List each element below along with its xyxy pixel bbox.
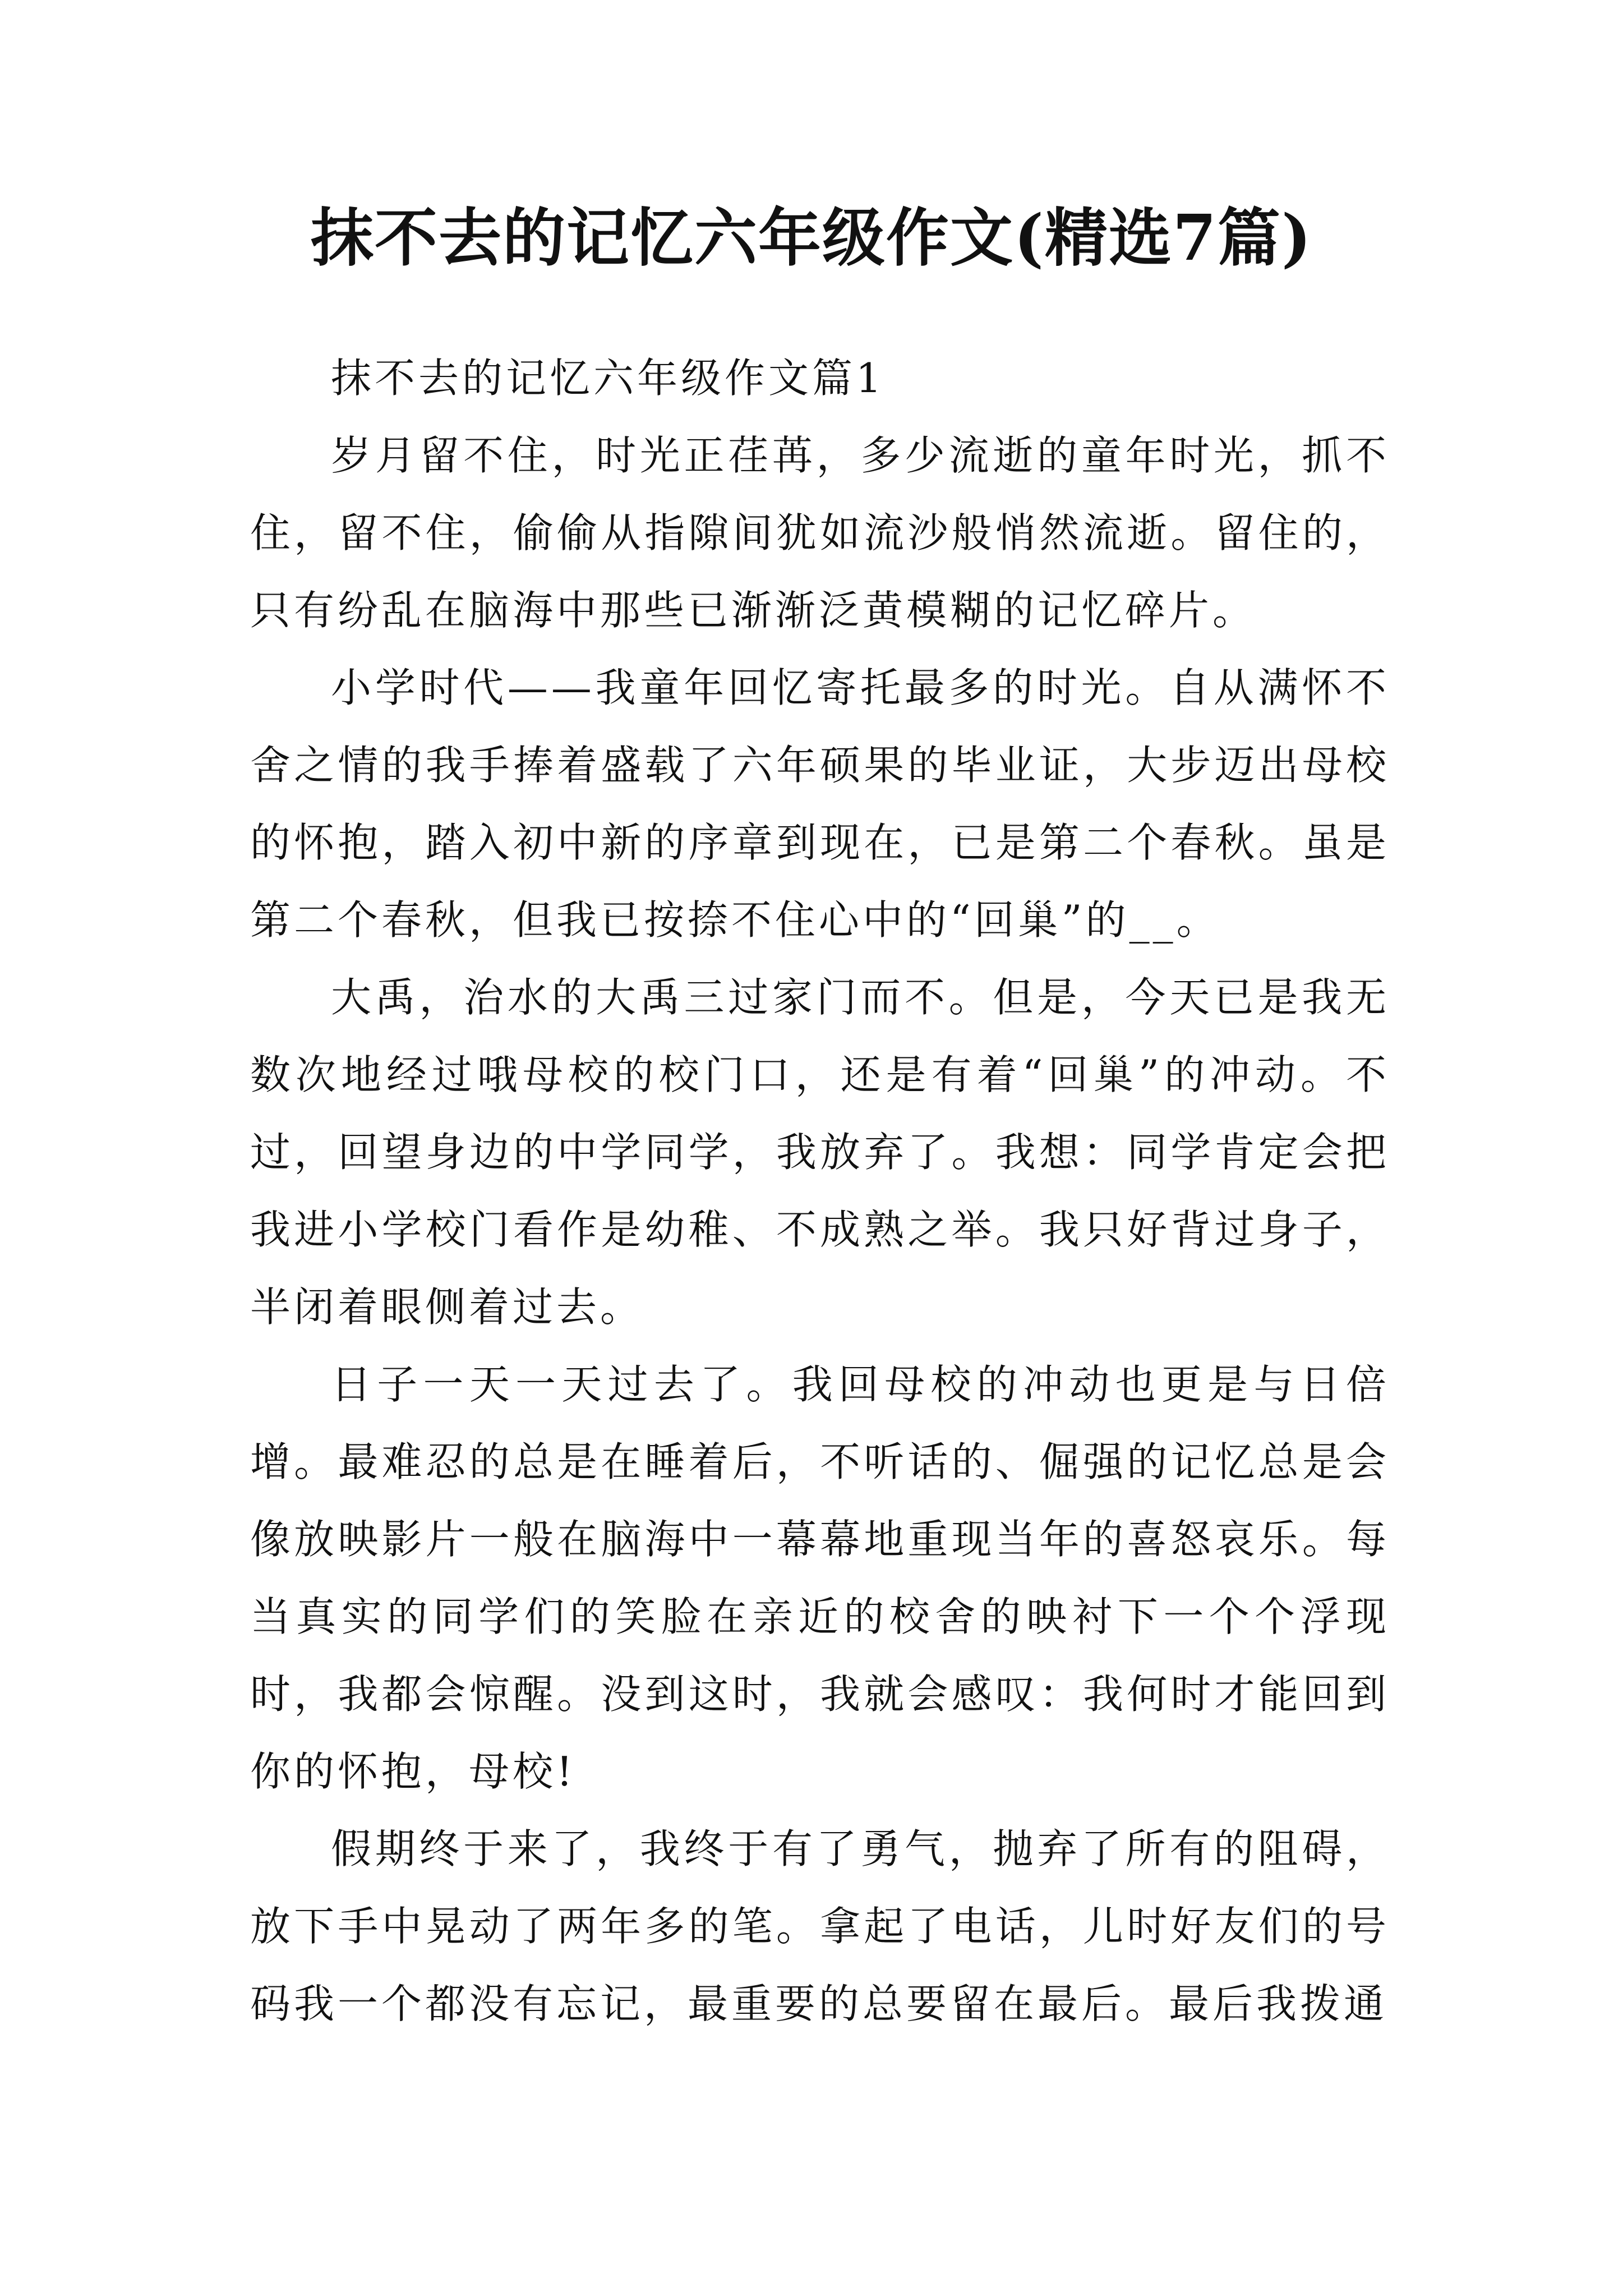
paragraph: 大禹，治水的大禹三过家门而不。但是，今天已是我无数次地经过哦母校的校门口，还是有着“回巢”的冲动。不过，回望身边的中学同学，我放弃了。我想：同学肯定会把我进小学校门看作是幼稚、不成熟之举。我只好背过身子，半闭着眼侧着过去。	[250, 974, 1390, 1331]
paragraph: 小学时代——我童年回忆寄托最多的时光。自从满怀不舍之情的我手捧着盛载了六年硕果的毕业证，大步迈出母校的怀抱，踏入初中新的序章到现在，已是第二个春秋。虽是第二个春秋，但我已按捺不住心中的“回巢”的__。	[250, 664, 1390, 944]
paragraph: 日子一天一天过去了。我回母校的冲动也更是与日倍增。最难忍的总是在睡着后，不听话的、倔强的记忆总是会像放映影片一般在脑海中一幕幕地重现当年的喜怒哀乐。每当真实的同学们的笑脸在亲近的校舍的映衬下一个个浮现时，我都会惊醒。没到这时，我就会感叹：我何时才能回到你的怀抱，母校!	[250, 1361, 1390, 1795]
document-body	[250, 339, 1390, 2042]
paragraph: 假期终于来了，我终于有了勇气，抛弃了所有的阻碍，放下手中晃动了两年多的笔。拿起了电话，儿时好友们的号码我一个都没有忘记，最重要的总要留在最后。最后我拨通	[250, 1825, 1390, 2027]
document-title: 抹不去的记忆六年级作文(精选7篇)	[311, 201, 1312, 275]
section-heading: 抹不去的记忆六年级作文篇1	[331, 355, 885, 402]
paragraph: 岁月留不住，时光正荏苒，多少流逝的童年时光，抓不住，留不住，偷偷从指隙间犹如流沙般悄然流逝。留住的，只有纷乱在脑海中那些已渐渐泛黄模糊的记忆碎片。	[250, 432, 1390, 634]
